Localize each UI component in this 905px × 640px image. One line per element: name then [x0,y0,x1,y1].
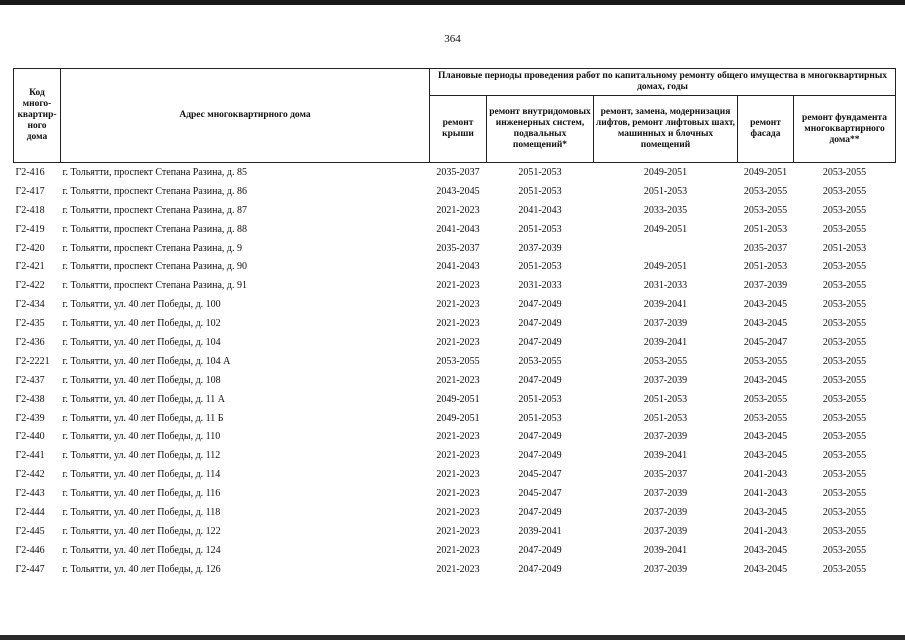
cell-address: г. Тольятти, ул. 40 лет Победы, д. 124 [62,544,221,556]
cell-foundation: 2053-2055 [822,525,867,537]
table-body [14,163,896,579]
cell-engineering-systems: 2047-2049 [518,299,562,311]
cell-roof: 2021-2023 [436,469,480,481]
table-row [14,276,896,295]
cell-facade: 2043-2045 [743,299,788,311]
cell-code: Г2-442 [15,469,45,481]
cell-facade: 2045-2047 [743,336,788,348]
cell-foundation: 2053-2055 [822,318,867,330]
header-roof: ремонт крыши [430,96,487,163]
cell-roof: 2021-2023 [436,525,480,537]
cell-elevators [594,239,738,258]
cell-engineering-systems: 2047-2049 [518,318,562,330]
cell-facade: 2043-2045 [743,374,788,386]
page-number: 364 [444,33,461,45]
cell-address: г. Тольятти, проспект Степана Разина, д. 88 [62,223,247,235]
cell-engineering-systems: 2051-2053 [518,261,562,273]
table-row [14,409,896,428]
cell-facade: 2035-2037 [743,242,788,254]
cell-engineering-systems: 2047-2049 [518,374,562,386]
cell-code: Г2-445 [15,525,45,537]
cell-address: г. Тольятти, ул. 40 лет Победы, д. 112 [62,450,221,462]
table-row [14,390,896,409]
cell-elevators: 2037-2039 [643,374,688,386]
cell-address: г. Тольятти, ул. 40 лет Победы, д. 126 [62,563,221,575]
cell-foundation: 2053-2055 [822,374,867,386]
cell-address: г. Тольятти, ул. 40 лет Победы, д. 114 [62,469,221,481]
cell-facade: 2041-2043 [743,469,788,481]
table-row [14,163,896,182]
cell-code: Г2-435 [15,318,45,330]
cell-foundation: 2053-2055 [822,393,867,405]
cell-elevators: 2051-2053 [643,185,688,197]
table-row [14,239,896,258]
table-row [14,522,896,541]
cell-engineering-systems: 2051-2053 [518,166,562,178]
table-row [14,446,896,465]
cell-foundation: 2053-2055 [822,431,867,443]
cell-engineering-systems: 2047-2049 [518,336,562,348]
cell-elevators: 2049-2051 [643,223,688,235]
cell-foundation: 2053-2055 [822,450,867,462]
cell-engineering-systems: 2045-2047 [518,488,562,500]
cell-code: Г2-444 [15,506,45,518]
cell-code: Г2-443 [15,488,45,500]
cell-code: Г2-436 [15,336,45,348]
cell-foundation: 2053-2055 [822,469,867,481]
table-row [14,182,896,201]
cell-foundation: 2053-2055 [822,412,867,424]
cell-address: г. Тольятти, ул. 40 лет Победы, д. 116 [62,488,221,500]
cell-engineering-systems: 2053-2055 [518,355,562,367]
table-row [14,371,896,390]
cell-code: Г2-438 [15,393,45,405]
cell-address: г. Тольятти, проспект Степана Разина, д. 91 [62,280,247,292]
table-row [14,352,896,371]
cell-engineering-systems: 2047-2049 [518,506,562,518]
cell-code: Г2-446 [15,544,45,556]
cell-elevators: 2049-2051 [643,166,688,178]
cell-facade: 2051-2053 [743,261,788,273]
table-row [14,560,896,579]
cell-engineering-systems: 2051-2053 [518,185,562,197]
table-row [14,220,896,239]
cell-roof: 2041-2043 [436,261,480,273]
header-code: Код много- квартир- ного дома [14,69,61,163]
cell-engineering-systems: 2047-2049 [518,563,562,575]
cell-address: г. Тольятти, ул. 40 лет Победы, д. 104 А [62,355,231,367]
cell-facade: 2053-2055 [743,185,788,197]
cell-elevators: 2039-2041 [643,336,688,348]
cell-engineering-systems: 2047-2049 [518,431,562,443]
repair-schedule-table [13,68,896,579]
cell-code: Г2-420 [15,242,45,254]
cell-elevators: 2049-2051 [643,261,688,273]
cell-facade: 2041-2043 [743,488,788,500]
cell-elevators: 2033-2035 [643,204,688,216]
header-elevators: ремонт, замена, модернизация лифтов, ремонт лифтовых шахт, машинных и блочных помещений [594,96,738,163]
cell-engineering-systems: 2047-2049 [518,450,562,462]
cell-elevators: 2053-2055 [643,355,688,367]
table-row [14,484,896,503]
header-address: Адрес многоквартирного дома [61,69,430,163]
table-row [14,427,896,446]
cell-address: г. Тольятти, ул. 40 лет Победы, д. 102 [62,318,221,330]
cell-foundation: 2053-2055 [822,280,867,292]
table-row [14,333,896,352]
cell-roof: 2053-2055 [436,355,480,367]
cell-foundation: 2053-2055 [822,299,867,311]
cell-elevators: 2037-2039 [643,318,688,330]
header-foundation: ремонт фундамента многоквартирного дома** [794,96,896,163]
cell-code: Г2-421 [15,261,45,273]
cell-address: г. Тольятти, проспект Степана Разина, д. 86 [62,185,247,197]
table-row [14,465,896,484]
cell-roof: 2049-2051 [436,412,480,424]
header-row-top [14,69,896,96]
cell-engineering-systems: 2039-2041 [518,525,562,537]
cell-roof: 2021-2023 [436,318,480,330]
cell-address: г. Тольятти, ул. 40 лет Победы, д. 11 Б [62,412,224,424]
cell-address: г. Тольятти, ул. 40 лет Победы, д. 100 [62,299,221,311]
cell-facade: 2041-2043 [743,525,788,537]
cell-engineering-systems: 2031-2033 [518,280,562,292]
table-row [14,314,896,333]
cell-address: г. Тольятти, проспект Степана Разина, д. 85 [62,166,247,178]
cell-roof: 2021-2023 [436,280,480,292]
cell-foundation: 2053-2055 [822,544,867,556]
header-engineering-systems: ремонт внутридомовых инженерных систем, подвальных помещений* [487,96,594,163]
cell-roof: 2035-2037 [436,166,480,178]
cell-roof: 2021-2023 [436,374,480,386]
cell-code: Г2-441 [15,450,45,462]
cell-elevators: 2037-2039 [643,525,688,537]
cell-facade: 2053-2055 [743,412,788,424]
cell-roof: 2041-2043 [436,223,480,235]
cell-foundation: 2053-2055 [822,185,867,197]
cell-roof: 2021-2023 [436,204,480,216]
cell-foundation: 2053-2055 [822,204,867,216]
cell-roof: 2021-2023 [436,450,480,462]
cell-foundation: 2053-2055 [822,261,867,273]
cell-elevators: 2037-2039 [643,563,688,575]
cell-facade: 2043-2045 [743,431,788,443]
cell-roof: 2021-2023 [436,431,480,443]
cell-elevators: 2035-2037 [643,469,688,481]
cell-foundation: 2053-2055 [822,223,867,235]
cell-address: г. Тольятти, проспект Степана Разина, д. 87 [62,204,247,216]
cell-facade: 2049-2051 [743,166,788,178]
cell-address: г. Тольятти, ул. 40 лет Победы, д. 122 [62,525,221,537]
cell-facade: 2053-2055 [743,393,788,405]
cell-facade: 2053-2055 [743,355,788,367]
cell-engineering-systems: 2041-2043 [518,204,562,216]
cell-elevators: 2037-2039 [643,431,688,443]
cell-code: Г2-2221 [15,355,50,367]
cell-roof: 2021-2023 [436,506,480,518]
cell-code: Г2-419 [15,223,45,235]
cell-foundation: 2053-2055 [822,166,867,178]
cell-roof: 2043-2045 [436,185,480,197]
table-row [14,201,896,220]
table-row [14,541,896,560]
cell-address: г. Тольятти, ул. 40 лет Победы, д. 11 А [62,393,226,405]
cell-elevators: 2037-2039 [643,506,688,518]
cell-facade: 2043-2045 [743,563,788,575]
cell-foundation: 2053-2055 [822,336,867,348]
scan-bottom-edge [0,635,905,640]
cell-roof: 2021-2023 [436,563,480,575]
cell-facade: 2051-2053 [743,223,788,235]
cell-code: Г2-434 [15,299,45,311]
cell-engineering-systems: 2051-2053 [518,412,562,424]
cell-engineering-systems: 2047-2049 [518,544,562,556]
cell-facade: 2043-2045 [743,318,788,330]
cell-elevators: 2051-2053 [643,412,688,424]
cell-roof: 2049-2051 [436,393,480,405]
cell-facade: 2043-2045 [743,544,788,556]
cell-engineering-systems: 2037-2039 [518,242,562,254]
cell-roof: 2021-2023 [436,299,480,311]
cell-elevators: 2037-2039 [643,488,688,500]
cell-foundation: 2053-2055 [822,488,867,500]
cell-roof: 2021-2023 [436,544,480,556]
cell-engineering-systems: 2051-2053 [518,223,562,235]
cell-address: г. Тольятти, ул. 40 лет Победы, д. 104 [62,336,221,348]
cell-facade: 2053-2055 [743,204,788,216]
scan-top-edge [0,0,905,5]
cell-roof: 2035-2037 [436,242,480,254]
cell-facade: 2043-2045 [743,506,788,518]
table-row [14,503,896,522]
cell-code: Г2-447 [15,563,45,575]
cell-elevators: 2039-2041 [643,544,688,556]
cell-address: г. Тольятти, ул. 40 лет Победы, д. 108 [62,374,221,386]
cell-code: Г2-440 [15,431,45,443]
cell-code: Г2-439 [15,412,45,424]
table-row [14,257,896,276]
cell-address: г. Тольятти, проспект Степана Разина, д. 9 [62,242,242,254]
cell-roof: 2021-2023 [436,336,480,348]
cell-address: г. Тольятти, ул. 40 лет Победы, д. 118 [62,506,221,518]
cell-facade: 2043-2045 [743,450,788,462]
cell-elevators: 2051-2053 [643,393,688,405]
cell-address: г. Тольятти, проспект Степана Разина, д. 90 [62,261,247,273]
header-periods-title: Плановые периоды проведения работ по капитальному ремонту общего имущества в многоквартирных домах, годы [430,69,896,96]
table-row [14,295,896,314]
cell-code: Г2-422 [15,280,45,292]
cell-foundation: 2051-2053 [822,242,867,254]
cell-foundation: 2053-2055 [822,563,867,575]
header-facade: ремонт фасада [738,96,794,163]
cell-elevators: 2031-2033 [643,280,688,292]
cell-facade: 2037-2039 [743,280,788,292]
cell-code: Г2-418 [15,204,45,216]
cell-engineering-systems: 2051-2053 [518,393,562,405]
cell-elevators: 2039-2041 [643,450,688,462]
cell-roof: 2021-2023 [436,488,480,500]
cell-code: Г2-417 [15,185,45,197]
cell-code: Г2-416 [15,166,45,178]
cell-foundation: 2053-2055 [822,355,867,367]
cell-code: Г2-437 [15,374,45,386]
cell-address: г. Тольятти, ул. 40 лет Победы, д. 110 [62,431,221,443]
cell-foundation: 2053-2055 [822,506,867,518]
cell-engineering-systems: 2045-2047 [518,469,562,481]
cell-elevators: 2039-2041 [643,299,688,311]
